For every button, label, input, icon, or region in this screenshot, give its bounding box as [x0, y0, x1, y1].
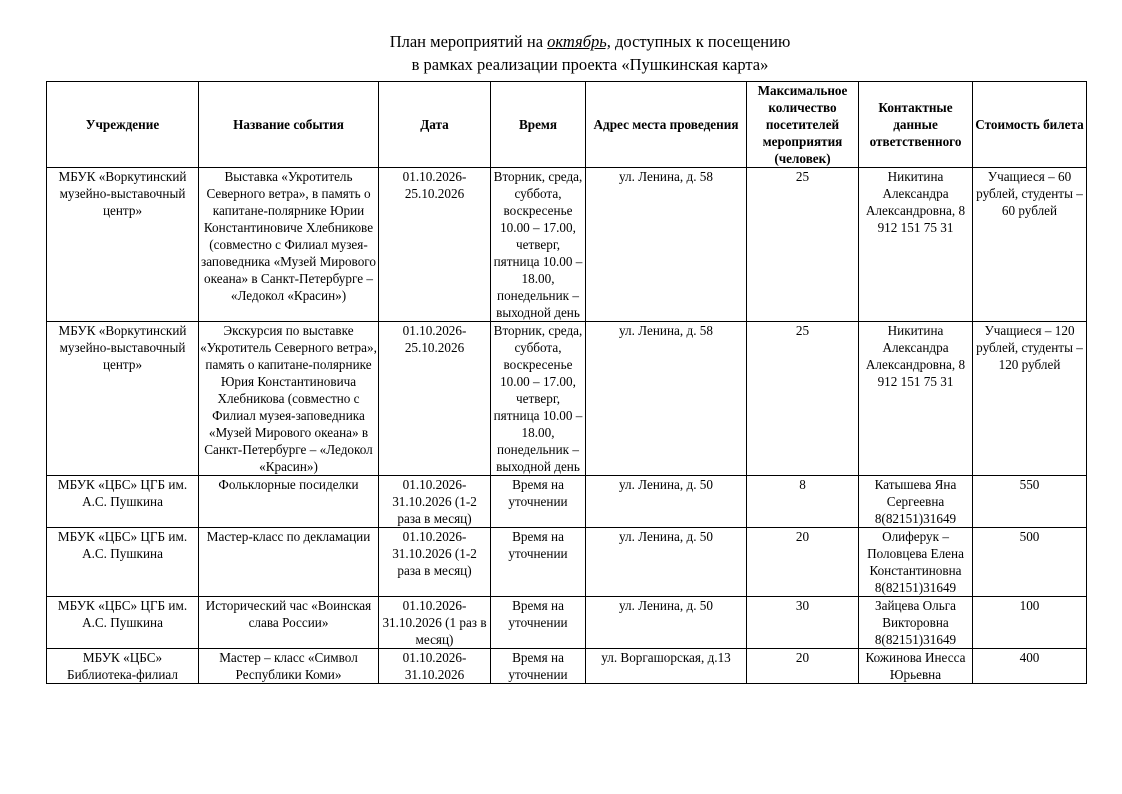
cell-time: Время на уточнении	[491, 597, 586, 649]
cell-max-visitors: 20	[747, 528, 859, 597]
cell-institution: МБУК «ЦБС» ЦГБ им. А.С. Пушкина	[47, 528, 199, 597]
cell-event-name: Экскурсия по выставке «Укротитель Северного ветра», память о капитане-полярнике Юрия Константиновича Хлебникова (совместно с Филиал музея-заповедника «Музей Мирового океана» в Санкт-Петербурге – «Ледокол «Красин»)	[200, 323, 377, 474]
events-table	[46, 81, 1087, 684]
cell-time: Время на уточнении	[491, 476, 586, 528]
cell-date: 01.10.2026-25.10.2026	[379, 322, 491, 476]
cell-contact: Кожинова Инесса Юрьевна	[859, 649, 973, 684]
cell-address: ул. Воргашорская, д.13	[586, 649, 747, 684]
cell-address: ул. Ленина, д. 50	[586, 528, 747, 597]
cell-institution: МБУК «ЦБС» Библиотека-филиал	[47, 649, 199, 684]
cell-max-visitors: 30	[747, 597, 859, 649]
title-month: октябрь,	[547, 32, 611, 51]
cell-date: 01.10.2026-31.10.2026 (1 раз в месяц)	[379, 597, 491, 649]
cell-event-name: Мастер-класс по декламации	[199, 528, 379, 597]
header-row	[47, 82, 1087, 168]
cell-address: ул. Ленина, д. 50	[586, 597, 747, 649]
cell-event-name: Мастер – класс «Символ Республики Коми»	[199, 649, 379, 684]
header-contact: Контактные данные ответственного	[859, 82, 973, 168]
table-row	[47, 476, 1087, 528]
header-address: Адрес места проведения	[586, 82, 747, 168]
page-title	[0, 30, 1122, 76]
table-row	[47, 528, 1087, 597]
cell-price: 100	[973, 597, 1087, 649]
cell-price: 550	[973, 476, 1087, 528]
header-time: Время	[491, 82, 586, 168]
header-institution: Учреждение	[47, 82, 199, 168]
table-row	[47, 168, 1087, 322]
cell-institution: МБУК «Воркутинский музейно-выставочный центр»	[47, 168, 199, 322]
cell-price: 400	[973, 649, 1087, 684]
cell-event-name: Выставка «Укротитель Северного ветра», в память о капитане-полярнике Юрии Константиновиче Хлебникове (совместно с Филиал музея-заповедника «Музей Мирового океана» в Санкт-Петербурге – «Ледокол «Красин»)	[199, 168, 379, 322]
cell-address: ул. Ленина, д. 58	[586, 168, 747, 322]
cell-date: 01.10.2026-31.10.2026 (1-2 раза в месяц)	[379, 476, 491, 528]
cell-contact: Никитина Александра Александровна, 8 912 151 75 31	[859, 168, 973, 322]
cell-address: ул. Ленина, д. 50	[586, 476, 747, 528]
cell-contact: Катышева Яна Сергеевна 8(82151)31649	[859, 476, 973, 528]
table-row	[47, 597, 1087, 649]
header-event-name: Название события	[199, 82, 379, 168]
cell-max-visitors: 8	[747, 476, 859, 528]
cell-max-visitors: 25	[747, 168, 859, 322]
cell-time: Время на уточнении	[491, 649, 586, 684]
table-row	[47, 322, 1087, 476]
cell-price: Учащиеся – 120 рублей, студенты – 120 рублей	[973, 322, 1087, 476]
title-suffix: доступных к посещению	[615, 32, 791, 51]
cell-time: Вторник, среда, суббота, воскресенье 10.00 – 17.00, четверг, пятница 10.00 – 18.00, понедельник – выходной день	[491, 322, 586, 476]
title-line-2: в рамках реализации проекта «Пушкинская карта»	[411, 55, 769, 74]
cell-institution: МБУК «Воркутинский музейно-выставочный центр»	[47, 322, 199, 476]
cell-event-name: Фольклорные посиделки	[199, 476, 379, 528]
cell-date: 01.10.2026-25.10.2026	[379, 168, 491, 322]
cell-max-visitors: 20	[747, 649, 859, 684]
cell-contact: Олиферук – Половцева Елена Константиновна 8(82151)31649	[859, 528, 973, 597]
cell-event-name: Исторический час «Воинская слава России»	[199, 597, 379, 649]
cell-time: Вторник, среда, суббота, воскресенье 10.00 – 17.00, четверг, пятница 10.00 – 18.00, понедельник – выходной день	[491, 168, 586, 322]
cell-contact: Зайцева Ольга Викторовна 8(82151)31649	[859, 597, 973, 649]
cell-date: 01.10.2026-31.10.2026	[379, 649, 491, 684]
cell-max-visitors: 25	[747, 322, 859, 476]
title-prefix: План мероприятий на	[389, 32, 544, 51]
header-max-visitors: Максимальное количество посетителей мероприятия (человек)	[747, 82, 859, 168]
cell-price: Учащиеся – 60 рублей, студенты – 60 рублей	[973, 168, 1087, 322]
header-price: Стоимость билета	[973, 82, 1087, 168]
cell-institution: МБУК «ЦБС» ЦГБ им. А.С. Пушкина	[47, 476, 199, 528]
cell-price: 500	[973, 528, 1087, 597]
cell-date: 01.10.2026-31.10.2026 (1-2 раза в месяц)	[379, 528, 491, 597]
cell-address: ул. Ленина, д. 58	[586, 322, 747, 476]
cell-time: Время на уточнении	[491, 528, 586, 597]
cell-contact: Никитина Александра Александровна, 8 912 151 75 31	[859, 322, 973, 476]
table-row	[47, 649, 1087, 684]
header-date: Дата	[379, 82, 491, 168]
cell-institution: МБУК «ЦБС» ЦГБ им. А.С. Пушкина	[47, 597, 199, 649]
title-line-1	[0, 30, 1122, 53]
